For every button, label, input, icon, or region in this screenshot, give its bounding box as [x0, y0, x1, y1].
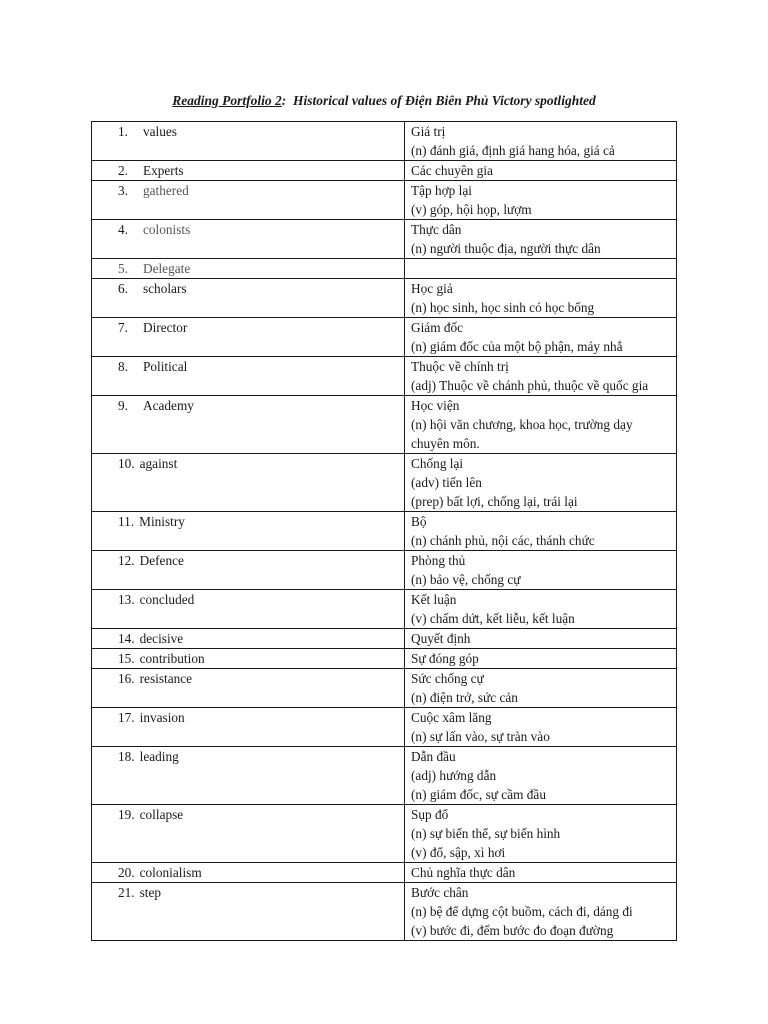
vocab-word: scholars: [142, 281, 187, 296]
meaning-line: (n) người thuộc địa, người thực dân: [411, 241, 601, 256]
meaning-line: Chủ nghĩa thực dân: [411, 865, 516, 880]
row-number: 13.: [118, 592, 135, 607]
row-number: 15.: [118, 651, 135, 666]
row-number: 7.: [118, 320, 128, 335]
row-number: 10.: [118, 456, 135, 471]
vocab-word-cell: [92, 590, 405, 629]
table-row: [92, 551, 677, 590]
row-number: 14.: [118, 631, 135, 646]
vocab-word: invasion: [139, 710, 185, 725]
row-number: 19.: [118, 807, 135, 822]
table-row: [92, 181, 677, 220]
vocab-word: Delegate: [142, 261, 191, 276]
table-row: [92, 161, 677, 181]
vocab-word-cell: [92, 161, 405, 181]
table-row: [92, 512, 677, 551]
meaning-line: Kết luận: [411, 592, 457, 607]
meaning-line: (n) hội văn chương, khoa học, trường dạy: [411, 417, 633, 432]
row-number: 4.: [118, 222, 128, 237]
vocab-meaning-cell: [405, 318, 677, 357]
vocab-word-cell: [92, 318, 405, 357]
vocab-word-cell: [92, 357, 405, 396]
row-number: 11.: [118, 514, 135, 529]
vocab-word: Political: [142, 359, 188, 374]
vocab-word: Director: [142, 320, 188, 335]
vocab-meaning-cell: [405, 590, 677, 629]
meaning-line: Học viện: [411, 398, 460, 413]
vocab-word-cell: [92, 181, 405, 220]
vocab-meaning-cell: [405, 669, 677, 708]
vocab-word-cell: [92, 454, 405, 512]
row-number: 5.: [118, 261, 128, 276]
vocab-meaning-cell: [405, 220, 677, 259]
vocab-word: Academy: [142, 398, 194, 413]
meaning-line: [411, 259, 670, 278]
row-number: 8.: [118, 359, 128, 374]
table-row: [92, 863, 677, 883]
table-row: [92, 357, 677, 396]
vocab-word: values: [142, 124, 177, 139]
meaning-line: Các chuyên gia: [411, 163, 493, 178]
table-row: [92, 220, 677, 259]
meaning-line: Dẫn đầu: [411, 749, 456, 764]
table-row: [92, 454, 677, 512]
row-number: 12.: [118, 553, 135, 568]
vocab-word: step: [139, 885, 162, 900]
vocab-word-cell: [92, 747, 405, 805]
row-number: 20.: [118, 865, 135, 880]
vocab-word-cell: [92, 883, 405, 941]
table-row: [92, 805, 677, 863]
vocab-word: concluded: [139, 592, 195, 607]
vocab-word: contribution: [139, 651, 205, 666]
vocab-word: leading: [139, 749, 179, 764]
meaning-line: (n) giám đốc của một bộ phận, máy nhắ: [411, 339, 623, 354]
meaning-line: (adj) hướng dẫn: [411, 768, 497, 783]
meaning-line: Sức chống cự: [411, 671, 484, 686]
meaning-line: (v) đổ, sập, xì hơi: [411, 845, 506, 860]
title-text: Historical values of Điện Biên Phủ Victory spotlighted: [293, 93, 596, 108]
table-row: [92, 318, 677, 357]
vocab-word-cell: [92, 669, 405, 708]
meaning-line: (v) bước đi, đếm bước đo đoạn đường: [411, 923, 614, 938]
vocab-word-cell: [92, 551, 405, 590]
vocab-meaning-cell: [405, 708, 677, 747]
vocab-meaning-cell: [405, 883, 677, 941]
vocab-meaning-cell: [405, 279, 677, 318]
meaning-line: (prep) bất lợi, chống lại, trái lại: [411, 494, 578, 509]
meaning-line: Bước chân: [411, 885, 469, 900]
meaning-line: (n) bệ để dựng cột buồm, cách đi, dáng đi: [411, 904, 633, 919]
meaning-line: Thực dân: [411, 222, 462, 237]
vocab-meaning-cell: [405, 259, 677, 279]
row-number: 16.: [118, 671, 135, 686]
vocab-word: against: [139, 456, 178, 471]
vocab-word: colonialism: [139, 865, 202, 880]
meaning-line: (adj) Thuộc về chánh phủ, thuộc về quốc gia: [411, 378, 649, 393]
vocab-meaning-cell: [405, 629, 677, 649]
vocab-word: Defence: [139, 553, 184, 568]
vocab-meaning-cell: [405, 396, 677, 454]
meaning-line: (n) điện trở, sức cản: [411, 690, 518, 705]
meaning-line: (n) sự biến thể, sự biến hình: [411, 826, 561, 841]
vocab-word-cell: [92, 259, 405, 279]
row-number: 21.: [118, 885, 135, 900]
title-prefix: Reading Portfolio 2: [172, 93, 282, 108]
vocab-meaning-cell: [405, 747, 677, 805]
table-row: [92, 629, 677, 649]
row-number: 18.: [118, 749, 135, 764]
vocab-word: colonists: [142, 222, 191, 237]
meaning-line: (v) góp, hội họp, lượm: [411, 202, 532, 217]
meaning-line: Giám đốc: [411, 320, 464, 335]
vocab-word-cell: [92, 122, 405, 161]
row-number: 9.: [118, 398, 128, 413]
table-row: [92, 649, 677, 669]
vocab-word: decisive: [139, 631, 184, 646]
page-title: [0, 93, 768, 109]
meaning-line: Quyết định: [411, 631, 471, 646]
table-row: [92, 883, 677, 941]
vocab-word-cell: [92, 512, 405, 551]
table-row: [92, 122, 677, 161]
meaning-line: (n) sự lấn vào, sự tràn vào: [411, 729, 550, 744]
table-row: [92, 279, 677, 318]
vocab-meaning-cell: [405, 649, 677, 669]
meaning-line: chuyên môn.: [411, 436, 480, 451]
row-number: 3.: [118, 183, 128, 198]
meaning-line: Bộ: [411, 514, 427, 529]
vocab-word: collapse: [139, 807, 184, 822]
meaning-line: (adv) tiến lên: [411, 475, 482, 490]
meaning-line: (n) chánh phủ, nội các, thánh chức: [411, 533, 595, 548]
meaning-line: (n) bảo vệ, chống cự: [411, 572, 521, 587]
meaning-line: Phòng thủ: [411, 553, 466, 568]
vocab-word-cell: [92, 279, 405, 318]
vocab-meaning-cell: [405, 805, 677, 863]
title-colon: :: [281, 93, 287, 108]
meaning-line: Tập hợp lại: [411, 183, 472, 198]
meaning-line: (n) đánh giá, định giá hang hóa, giá cả: [411, 143, 615, 158]
table-row: [92, 590, 677, 629]
table-row: [92, 669, 677, 708]
vocab-meaning-cell: [405, 181, 677, 220]
table-row: [92, 259, 677, 279]
meaning-line: (n) học sinh, học sinh có học bổng: [411, 300, 595, 315]
table-row: [92, 396, 677, 454]
vocab-word-cell: [92, 220, 405, 259]
vocab-meaning-cell: [405, 512, 677, 551]
meaning-line: Thuộc về chính trị: [411, 359, 509, 374]
vocabulary-table: [91, 121, 677, 941]
meaning-line: Giá trị: [411, 124, 446, 139]
meaning-line: Cuộc xâm lăng: [411, 710, 492, 725]
vocab-meaning-cell: [405, 551, 677, 590]
vocab-word: resistance: [139, 671, 193, 686]
vocab-meaning-cell: [405, 357, 677, 396]
row-number: 6.: [118, 281, 128, 296]
vocab-meaning-cell: [405, 454, 677, 512]
row-number: 1.: [118, 124, 128, 139]
vocab-word: Experts: [142, 163, 184, 178]
meaning-line: (v) chấm dứt, kết liễu, kết luận: [411, 611, 575, 626]
meaning-line: Sự đóng góp: [411, 651, 479, 666]
vocab-meaning-cell: [405, 863, 677, 883]
meaning-line: Chống lại: [411, 456, 464, 471]
vocab-word-cell: [92, 863, 405, 883]
vocab-word-cell: [92, 649, 405, 669]
row-number: 17.: [118, 710, 135, 725]
vocabulary-table-body: [92, 122, 677, 941]
vocab-word-cell: [92, 805, 405, 863]
table-row: [92, 747, 677, 805]
meaning-line: Học giả: [411, 281, 453, 296]
vocab-meaning-cell: [405, 122, 677, 161]
table-row: [92, 708, 677, 747]
vocab-word-cell: [92, 629, 405, 649]
vocab-word-cell: [92, 396, 405, 454]
vocab-word: Ministry: [139, 514, 185, 529]
vocab-word: gathered: [142, 183, 189, 198]
meaning-line: (n) giám đốc, sự cầm đầu: [411, 787, 546, 802]
vocab-meaning-cell: [405, 161, 677, 181]
meaning-line: Sụp đổ: [411, 807, 449, 822]
row-number: 2.: [118, 163, 128, 178]
vocab-word-cell: [92, 708, 405, 747]
